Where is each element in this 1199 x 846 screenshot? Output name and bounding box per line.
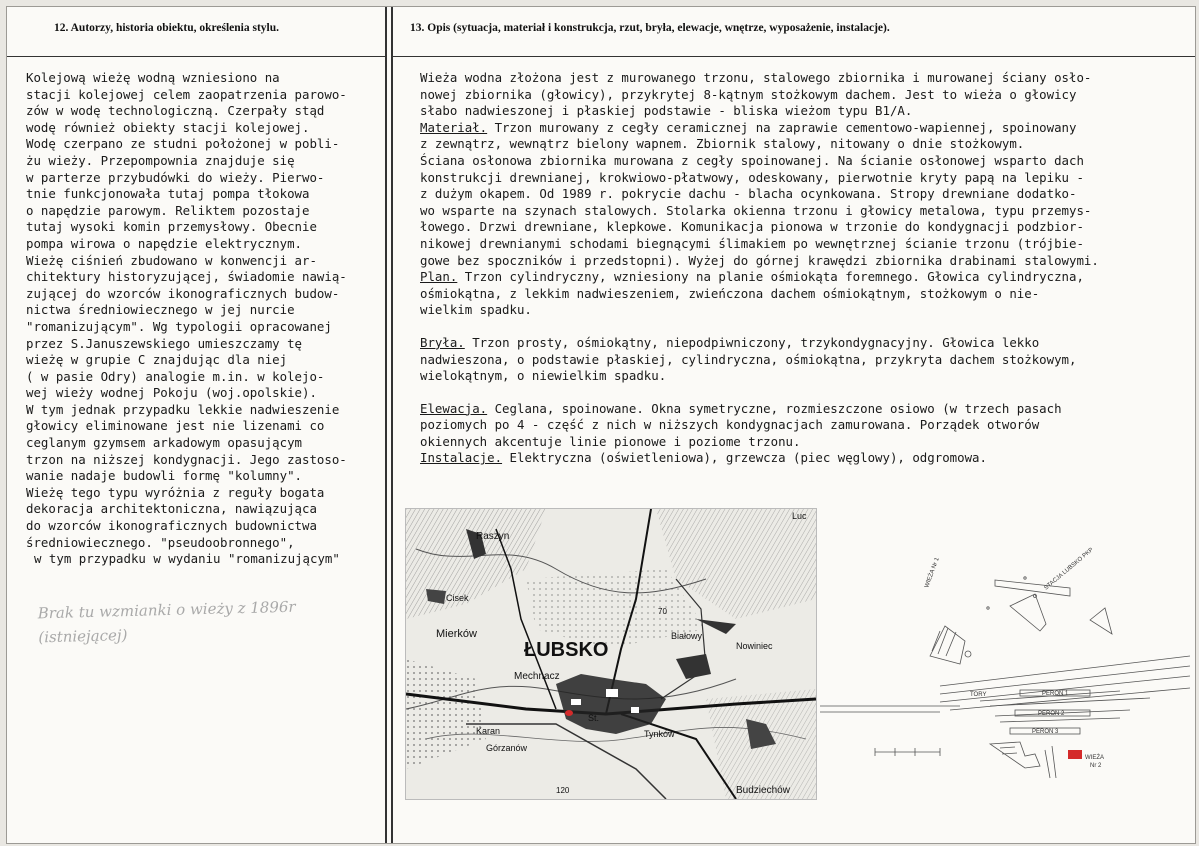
text-line: nictwa średniowiecznego w jej nurcie [26, 302, 295, 318]
text-line: Wieża wodna złożona jest z murowanego trzonu, stalowego zbiornika i murowanej ściany osło- [420, 70, 1092, 85]
text-line: pompa wirowa o napędzie elektrycznym. [26, 235, 303, 251]
text-line: nowej zbiornika (głowicy), przykrytej 8-kątnym stożkowym dachem. Jest to wieża o głowicy [420, 86, 1077, 102]
map-label: Luc [792, 511, 807, 521]
sketch-label: PERON 3 [1032, 729, 1059, 735]
text-line: z dużym okapem. Od 1989 r. pokrycie dachu - blacha ocynkowana. Stropy drewniane dodatko- [420, 186, 1077, 202]
history-text [26, 70, 376, 568]
text-line: poziomych po 4 - część z nich w niższych kondygnacjach zamurowana. Porządek otworów [420, 417, 1040, 433]
map-label: 120 [556, 786, 570, 795]
text-line: przez S.Januszewskiego umieszczamy tę [26, 335, 303, 351]
note-line: Brak tu wzmianki o wieży z 1896r [37, 597, 296, 623]
text-line: tnie funkcjonowała tutaj pompa tłokowa [26, 186, 310, 202]
elewacja-text: Ceglana, spoinowane. Okna symetryczne, rozmieszczone osiowo (w trzech pasach [487, 400, 1062, 416]
note-line: (istniejącej) [38, 626, 128, 647]
sketch-label: WIEŻA Nr 1 [924, 556, 941, 589]
text-line: "romanizującym". Wg typologii opracowanej [26, 318, 332, 334]
text-line [420, 120, 1170, 137]
map-label: Górzanów [486, 743, 528, 753]
text-line: wanie nadaje budowli formę "kolumny". [26, 468, 303, 484]
text-line: nikowej drewnianymi schodami biegnącymi ślimakiem po wewnętrznej ścianie trzonu (trójbie- [420, 235, 1084, 251]
tower-plan-marker [1068, 750, 1082, 759]
text-line: Ściana osłonowa zbiornika murowana z cegły spoinowanej. Na ścianie osłonowej wsparto dach [420, 152, 1084, 168]
map-label: St. [588, 713, 600, 723]
text-line: zującej do wzorców ikonograficznych budow- [26, 285, 340, 301]
text-line: trzon na niższej kondygnacji. Jego zastoso- [26, 451, 347, 467]
text-line: średniowiecznego. "pseudoobronnego", [26, 534, 295, 550]
topographic-map-graphic [406, 509, 816, 799]
material-text: Trzon murowany z cegły ceramicznej na zaprawie cementowo-wapiennej, spoinowany [487, 119, 1077, 135]
tower-location-marker [565, 710, 573, 716]
text-line: w tym przypadku w wydaniu "romanizującym" [34, 551, 340, 567]
header-rule-right [393, 56, 1195, 57]
text-line: W tym jednak przypadku lekkie nadwieszenie [26, 401, 340, 417]
text-line: Wieżę tego typu wyróżnia z reguły bogata [26, 484, 325, 500]
section-label-instalacje: Instalacje. [420, 450, 503, 466]
text-line: ( w pasie Odry) analogie m.in. w kolejo- [26, 368, 325, 384]
text-line: wodę również obiekty stacji kolejowej. [26, 119, 310, 135]
map-label: ŁUBSKO [524, 639, 609, 661]
text-line: chitektury historyzującej, świadomie nawią- [26, 269, 347, 285]
map-label: Budziechów [736, 785, 790, 796]
text-line [420, 269, 1170, 286]
map-label: 70 [658, 607, 667, 616]
text-line: wielkim spadku. [420, 302, 532, 318]
plan-text: Trzon cylindryczny, wzniesiony na planie ośmiokąta foremnego. Głowica cylindryczna, [457, 269, 1084, 285]
text-line [420, 335, 1170, 352]
text-line: wieżę w grupie C znajdując dla niej [26, 352, 288, 368]
right-column-header: 13. Opis (sytuacja, materiał i konstrukcja, rzut, bryła, elewacje, wnętrze, wyposażenie, instalacje). [410, 22, 890, 34]
text-line: głowicy eliminowane jest nie lizenami co [26, 418, 325, 434]
map-label: Cisek [446, 593, 469, 603]
text-line: ceglanym gzymsem arkadowym opasującym [26, 435, 303, 451]
text-line: o napędzie parowym. Reliktem pozostaje [26, 202, 310, 218]
text-line: łowego. Drzwi drewniane, klepkowe. Komunikacja pionowa w trzonie do kondygnacji podzbior- [420, 219, 1084, 235]
map-label: Nowiniec [736, 641, 773, 651]
site-plan-sketch [820, 516, 1190, 786]
text-line: Kolejową wieżę wodną wzniesiono na [26, 70, 280, 85]
text-line: słabo nadwieszonej i płaskiej podstawie - bliska wieżom typu B1/A. [420, 103, 913, 119]
text-line: dekoracja architektoniczna, nawiązująca [26, 501, 317, 517]
text-line: zów w wodę technologiczną. Czerpały stąd [26, 103, 325, 119]
column-divider-right [391, 7, 393, 843]
section-label-material: Materiał. [420, 119, 488, 135]
location-map [405, 508, 817, 800]
text-line: wej wieży wodnej Pokoju (woj.opolskie). [26, 385, 317, 401]
instalacje-text: Elektryczna (oświetleniowa), grzewcza (piec węglowy), odgromowa. [502, 450, 987, 466]
map-label: Mechnacz [514, 671, 560, 682]
sketch-label: WIEŻA [1085, 755, 1104, 761]
map-label: Tynków [644, 729, 675, 739]
text-line: gowe bez spoczników i przedstopni). Wyżej do górnej krawędzi zbiornika drabinami stalowymi. [420, 252, 1099, 268]
bryla-text: Trzon prosty, ośmiokątny, niepodpiwniczony, trzykondygnacyjny. Głowica lekko [464, 334, 1040, 350]
text-line: żu wieży. Przepompownia znajduje się [26, 152, 295, 168]
text-line [420, 450, 1170, 467]
sketch-label: STACJA LUBSKO PKP [1043, 547, 1095, 592]
text-line: wo wsparte na szynach stalowych. Stolarka okienna trzonu i głowicy metalowa, typu przemys- [420, 202, 1092, 218]
site-plan-graphic [820, 516, 1190, 786]
section-label-elewacja: Elewacja. [420, 400, 488, 416]
text-line: stacji kolejowej celem zaopatrzenia parowo- [26, 86, 347, 102]
text-line [420, 401, 1170, 418]
spacer [420, 319, 1170, 335]
map-label: Karan [476, 726, 501, 736]
text-line: z zewnątrz, wewnątrz bielony wapnem. Zbiornik stalowy, nitowany o dnie stożkowym. [420, 136, 1025, 152]
handwritten-pencil-note [37, 595, 296, 650]
header-rule-left [7, 56, 385, 57]
sketch-label: TORY [970, 692, 987, 698]
spacer [420, 385, 1170, 401]
text-line: wielokątnym, o niewielkim spadku. [420, 368, 667, 384]
sketch-label: PERON 1 [1042, 691, 1069, 697]
column-divider-left [385, 7, 387, 843]
text-line: Wieżę ciśnień zbudowano w konwencji ar- [26, 252, 317, 268]
text-line: do wzorców ikonograficznych budownictwa [26, 518, 317, 534]
section-label-bryla: Bryła. [420, 334, 465, 350]
text-line: konstrukcji drewnianej, krokwiowo-płatwowy, odeskowany, pierwotnie kryty papą na lepiku - [420, 169, 1084, 185]
text-line: nadwieszona, o podstawie płaskiej, cylindryczna, ośmiokątna, przykryta dachem stożkowym, [420, 351, 1077, 367]
left-column-header: 12. Autorzy, historia obiektu, określenia stylu. [54, 22, 280, 34]
description-text [420, 70, 1170, 467]
text-line: okiennych akcentuje linie pionowe i poziome trzonu. [420, 433, 801, 449]
text-line: w parterze przybudówki do wieży. Pierwo- [26, 169, 325, 185]
section-label-plan: Plan. [420, 269, 458, 285]
text-line: tutaj wysoki komin przemysłowy. Obecnie [26, 219, 317, 235]
map-label: Mierków [436, 628, 477, 640]
sketch-label: PERON 2 [1038, 711, 1065, 717]
text-line: Wodę czerpano ze studni położonej w pobli- [26, 136, 340, 152]
text-line: ośmiokątna, z lekkim nadwieszeniem, zwieńczona dachem ośmiokątnym, stożkowym o nie- [420, 285, 1040, 301]
sketch-label: Nr 2 [1090, 763, 1102, 769]
map-label: Raszyn [476, 531, 510, 542]
map-label: Białowy [671, 631, 703, 641]
